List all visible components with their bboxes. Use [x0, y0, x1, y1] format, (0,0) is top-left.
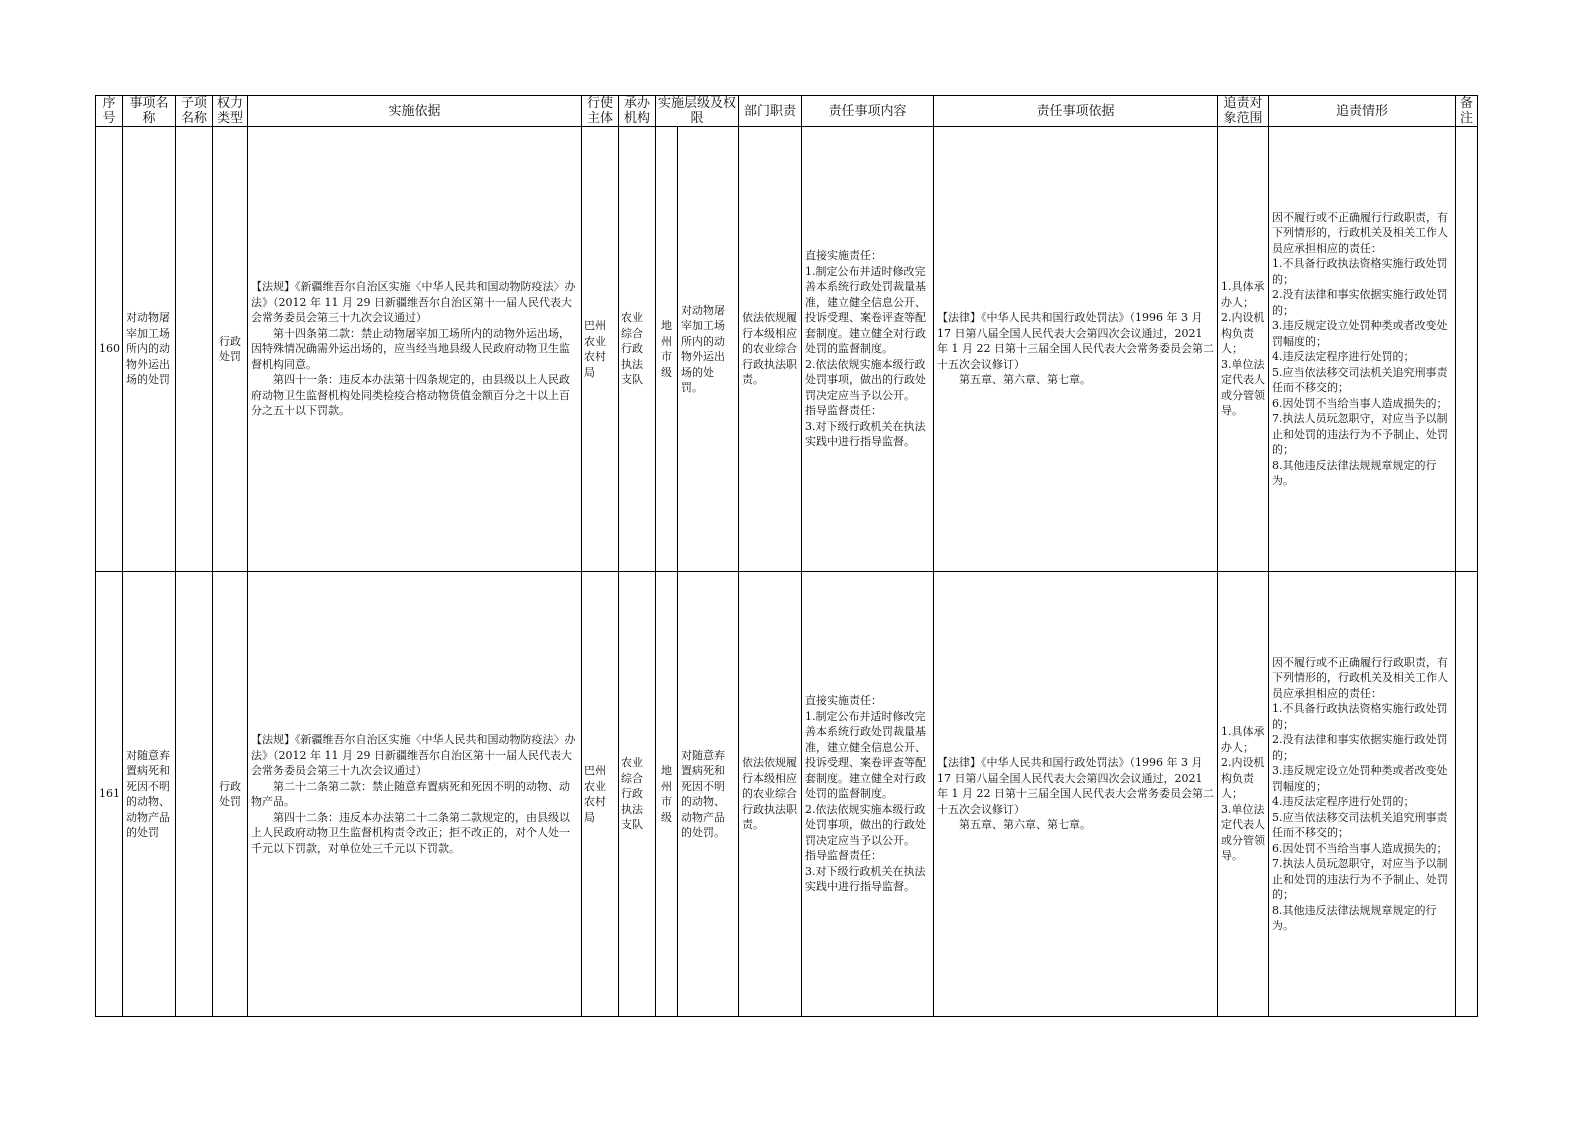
- header-resp-basis: 责任事项依据: [934, 96, 1218, 127]
- cell-accountability-cases: 因不履行或不正确履行行政职责，有下列情形的，行政机关及相关工作人员应承担相应的责任： 1.不具备行政执法资格实施行政处罚的； 2.没有法律和事实依据实施行政处罚的； 3.违反规定设立处罚种类或者改变处罚幅度的； 4.违反法定程序进行处罚的； 5.应当依法移交司法机关追究刑事责任而不移交的； 6.因处罚不当给当事人造成损失的； 7.执法人员玩忽职守，对应当予以制止和处罚的违法行为不予制止、处罚的； 8.其他违反法律法规规章规定的行为。: [1269, 572, 1456, 1017]
- resp-basis-source: 【法律】《中华人民共和国行政处罚法》（1996 年 3 月 17 日第八届全国人民代表大会第四次会议通过，2021 年 1 月 22 日第十三届全国人民代表大会常务委员会第二十五次会议修订）: [937, 311, 1214, 371]
- table-row: [96, 572, 1478, 1017]
- header-resp-content: 责任事项内容: [802, 96, 934, 127]
- cell-subject: 巴州农业农村局: [582, 127, 619, 572]
- basis-penalty: 第四十一条：违反本办法第十四条规定的，由县级以上人民政府动物卫生监督机构处同类检疫合格动物货值金额百分之十以上百分之五十以下罚款。: [251, 373, 570, 418]
- cell-resp-content: 直接实施责任： 1.制定公布并适时修改完善本系统行政处罚裁量基准，建立健全信息公开、投诉受理、案卷评查等配套制度。建立健全对行政处罚的监督制度。 2.依法依规实施本级行政处罚事项，做出的行政处罚决定应当予以公开。 指导监督责任： 3.对下级行政机关在执法实践中进行指导监督。: [802, 127, 934, 572]
- cell-basis: [248, 127, 582, 572]
- cell-sub-item: [176, 572, 213, 1017]
- header-accountability-scope: 追责对象范围: [1218, 96, 1269, 127]
- cell-handling-org: 农业综合行政执法支队: [619, 572, 656, 1017]
- table-header-row: [96, 96, 1478, 127]
- cell-item-name: 对动物屠宰加工场所内的动物外运出场的处罚: [123, 127, 176, 572]
- resp-basis-chapters: 第五章、第六章、第七章。: [959, 373, 1092, 387]
- cell-dept-duty: 依法依规履行本级相应的农业综合行政执法职责。: [739, 127, 802, 572]
- cell-accountability-cases: 因不履行或不正确履行行政职责，有下列情形的，行政机关及相关工作人员应承担相应的责任： 1.不具备行政执法资格实施行政处罚的； 2.没有法律和事实依据实施行政处罚的； 3.违反规定设立处罚种类或者改变处罚幅度的； 4.违反法定程序进行处罚的； 5.应当依法移交司法机关追究刑事责任而不移交的； 6.因处罚不当给当事人造成损失的； 7.执法人员玩忽职守，对应当予以制止和处罚的违法行为不予制止、处罚的； 8.其他违反法律法规规章规定的行为。: [1269, 127, 1456, 572]
- header-item-name: 事项名称: [123, 96, 176, 127]
- basis-clause: 第二十二条第二款：禁止随意弃置病死和死因不明的动物、动物产品。: [251, 779, 570, 808]
- basis-penalty: 第四十二条：违反本办法第二十二条第二款规定的，由县级以上人民政府动物卫生监督机构责令改正；拒不改正的，对个人处一千元以下罚款，对单位处三千元以下罚款。: [251, 810, 570, 855]
- header-sub-item: 子项名称: [176, 96, 213, 127]
- cell-level: 地州市级: [656, 572, 678, 1017]
- responsibility-table: [95, 95, 1478, 1017]
- cell-power-type: 行政处罚: [213, 572, 248, 1017]
- cell-handling-org: 农业综合行政执法支队: [619, 127, 656, 572]
- cell-resp-content: 直接实施责任： 1.制定公布并适时修改完善本系统行政处罚裁量基准，建立健全信息公开、投诉受理、案卷评查等配套制度。建立健全对行政处罚的监督制度。 2.依法依规实施本级行政处罚事项，做出的行政处罚决定应当予以公开。 指导监督责任： 3.对下级行政机关在执法实践中进行指导监督。: [802, 572, 934, 1017]
- basis-source: 【法规】《新疆维吾尔自治区实施〈中华人民共和国动物防疫法〉办法》（2012 年 11 月 29 日新疆维吾尔自治区第十一届人民代表大会常务委员会第三十九次会议通过）: [251, 733, 576, 777]
- cell-resp-basis: [934, 127, 1218, 572]
- cell-item-name: 对随意弃置病死和死因不明的动物、动物产品的处罚: [123, 572, 176, 1017]
- cell-sub-item: [176, 127, 213, 572]
- header-seq: 序号: [96, 96, 123, 127]
- resp-basis-chapters: 第五章、第六章、第七章。: [959, 818, 1092, 832]
- basis-clause: 第十四条第二款：禁止动物屠宰加工场所内的动物外运出场，因特殊情况确需外运出场的，应当经当地县级人民政府动物卫生监督机构同意。: [251, 326, 570, 371]
- header-accountability-cases: 追责情形: [1269, 96, 1456, 127]
- cell-resp-basis: [934, 572, 1218, 1017]
- basis-source: 【法规】《新疆维吾尔自治区实施〈中华人民共和国动物防疫法〉办法》（2012 年 11 月 29 日新疆维吾尔自治区第十一届人民代表大会常务委员会第三十九次会议通过）: [251, 280, 576, 325]
- cell-basis: [248, 572, 582, 1017]
- header-level: 实施层级及权限: [656, 96, 739, 127]
- header-dept-duty: 部门职责: [739, 96, 802, 127]
- cell-accountability-scope: 1.具体承办人； 2.内设机构负责人； 3.单位法定代表人或分管领导。: [1218, 572, 1269, 1017]
- cell-level-scope: 对随意弃置病死和死因不明的动物、动物产品的处罚。: [678, 572, 739, 1017]
- header-remarks: 备注: [1456, 96, 1478, 127]
- cell-seq: 161: [96, 572, 123, 1017]
- cell-subject: 巴州农业农村局: [582, 572, 619, 1017]
- table-row: [96, 127, 1478, 572]
- resp-basis-source: 【法律】《中华人民共和国行政处罚法》（1996 年 3 月 17 日第八届全国人民代表大会第四次会议通过，2021 年 1 月 22 日第十三届全国人民代表大会常务委员会第二十五次会议修订）: [937, 756, 1214, 816]
- cell-level-scope: 对动物屠宰加工场所内的动物外运出场的处罚。: [678, 127, 739, 572]
- cell-remarks: [1456, 127, 1478, 572]
- header-basis: 实施依据: [248, 96, 582, 127]
- cell-level: 地州市级: [656, 127, 678, 572]
- cell-remarks: [1456, 572, 1478, 1017]
- cell-dept-duty: 依法依规履行本级相应的农业综合行政执法职责。: [739, 572, 802, 1017]
- cell-seq: 160: [96, 127, 123, 572]
- header-handling-org: 承办机构: [619, 96, 656, 127]
- header-power-type: 权力类型: [213, 96, 248, 127]
- header-subject: 行使主体: [582, 96, 619, 127]
- cell-power-type: 行政处罚: [213, 127, 248, 572]
- cell-accountability-scope: 1.具体承办人； 2.内设机构负责人； 3.单位法定代表人或分管领导。: [1218, 127, 1269, 572]
